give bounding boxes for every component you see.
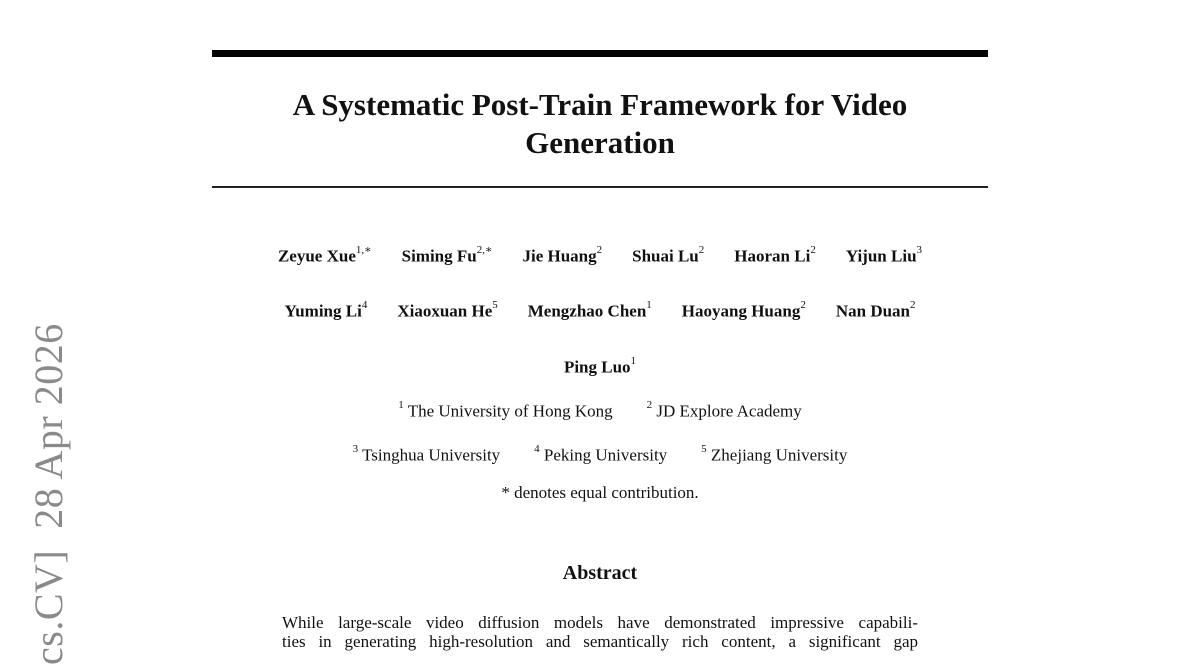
equal-contribution-note: * denotes equal contribution. [501, 483, 699, 502]
title-top-rule [212, 50, 988, 57]
affiliation-row-1 [212, 396, 988, 423]
abstract-line: While large-scale video diffusion models have demonstrated impressive capabili- [282, 613, 918, 632]
author-row-1 [212, 241, 988, 268]
author: Shuai Lu$^2$ [632, 244, 705, 266]
author: Haoran Li$^2$ [734, 244, 816, 266]
author: Xiaoxuan He$^5$ [397, 299, 498, 321]
author: Nan Duan$^2$ [835, 299, 916, 321]
author: Zeyue Xue$^{1,∗}$ [277, 244, 372, 266]
paper-title-line-1: A Systematic Post-Train Framework for Video [292, 87, 908, 122]
author: Jie Huang$^2$ [522, 244, 603, 266]
author: Siming $Fu^{2,∗}$ [401, 244, 493, 266]
author: Yuming Li$^4$ [284, 299, 368, 321]
abstract-line: ties in generating high-resolution and semantically rich content, a significant gap [282, 632, 918, 651]
author: Yijun Liu$^3$ [845, 244, 923, 266]
abstract-body [282, 613, 918, 651]
paper-title-line-2: Generation [525, 125, 675, 160]
affiliation: $^3$ Tsinghua University [352, 443, 501, 465]
author-row-2 [212, 296, 988, 323]
arxiv-stamp-text: cs.CV] 28 Apr 2026 [26, 323, 71, 665]
abstract-heading: Abstract [562, 562, 638, 584]
affiliation: $^4$ Peking University [534, 443, 668, 465]
author: Haoyang Huang$^2$ [681, 299, 806, 321]
affiliation: $^2$ JD Explore Academy [646, 399, 802, 421]
arxiv-stamp [26, 325, 72, 665]
author: Mengzhao Chen$^1$ [527, 299, 652, 321]
author-row-3 [212, 352, 988, 379]
paper-title [212, 86, 988, 162]
affiliation: $^1$ The University of Hong Kong [398, 399, 613, 421]
title-bottom-rule [212, 186, 988, 188]
affiliation: $^5$ Zhejiang University [701, 443, 848, 465]
author: Ping Luo$^1$ [563, 355, 637, 377]
affiliation-row-2 [212, 440, 988, 467]
